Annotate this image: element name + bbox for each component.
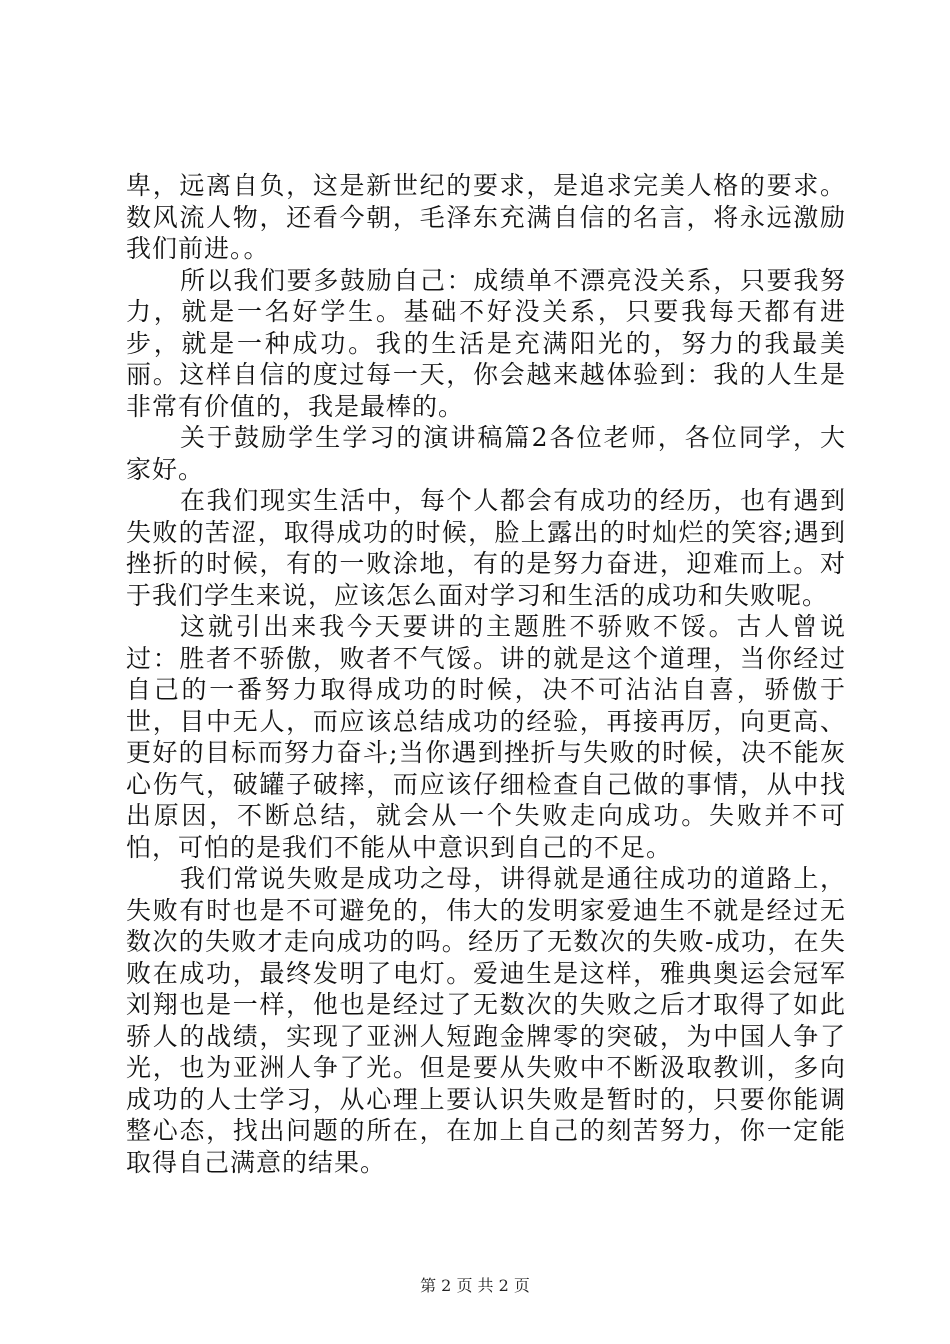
paragraph-5: 这就引出来我今天要讲的主题胜不骄败不馁。古人曾说过：胜者不骄傲，败者不气馁。讲的就是这个道理，当你经过自己的一番努力取得成功的时候，决不可沾沾自喜，骄傲于世，目中无人，而应该总结成功的经验，再接再厉，向更高、更好的目标而努力奋斗;当你遇到挫折与失败的时候，决不能灰心伤气，破罐子破摔，而应该仔细检查自己做的事情，从中找出原因，不断总结，就会从一个失败走向成功。失败并不可怕，可怕的是我们不能从中意识到自己的不足。 bbox=[126, 612, 846, 862]
document-body bbox=[126, 170, 846, 1178]
paragraph-2: 所以我们要多鼓励自己：成绩单不漂亮没关系，只要我努力，就是一名好学生。基础不好没关系，只要我每天都有进步，就是一种成功。我的生活是充满阳光的，努力的我最美丽。这样自信的度过每一天，你会越来越体验到：我的人生是非常有价值的，我是最棒的。 bbox=[126, 265, 846, 421]
page-footer bbox=[0, 1273, 950, 1296]
paragraph-4: 在我们现实生活中，每个人都会有成功的经历，也有遇到失败的苦涩，取得成功的时候，脸上露出的时灿烂的笑容;遇到挫折的时候，有的一败涂地，有的是努力奋进，迎难而上。对于我们学生来说，应该怎么面对学习和生活的成功和失败呢。 bbox=[126, 486, 846, 610]
paragraph-6: 我们常说失败是成功之母，讲得就是通往成功的道路上，失败有时也是不可避免的，伟大的发明家爱迪生不就是经过无数次的失败才走向成功的吗。经历了无数次的失败-成功，在失败在成功，最终发明了电灯。爱迪生是这样，雅典奥运会冠军刘翔也是一样，他也是经过了无数次的失败之后才取得了如此骄人的战绩，实现了亚洲人短跑金牌零的突破，为中国人争了光，也为亚洲人争了光。但是要从失败中不断汲取教训，多向成功的人士学习，从心理上要认识失败是暂时的，只要你能调整心态，找出问题的所在，在加上自己的刻苦努力，你一定能取得自己满意的结果。 bbox=[126, 864, 846, 1177]
page-number: 第 2 页 共 2 页 bbox=[420, 1276, 530, 1295]
paragraph-3: 关于鼓励学生学习的演讲稿篇2各位老师，各位同学，大家好。 bbox=[126, 423, 846, 484]
paragraph-1: 卑，远离自负，这是新世纪的要求，是追求完美人格的要求。数风流人物，还看今朝，毛泽东充满自信的名言，将永远激励我们前进。。 bbox=[126, 171, 846, 263]
